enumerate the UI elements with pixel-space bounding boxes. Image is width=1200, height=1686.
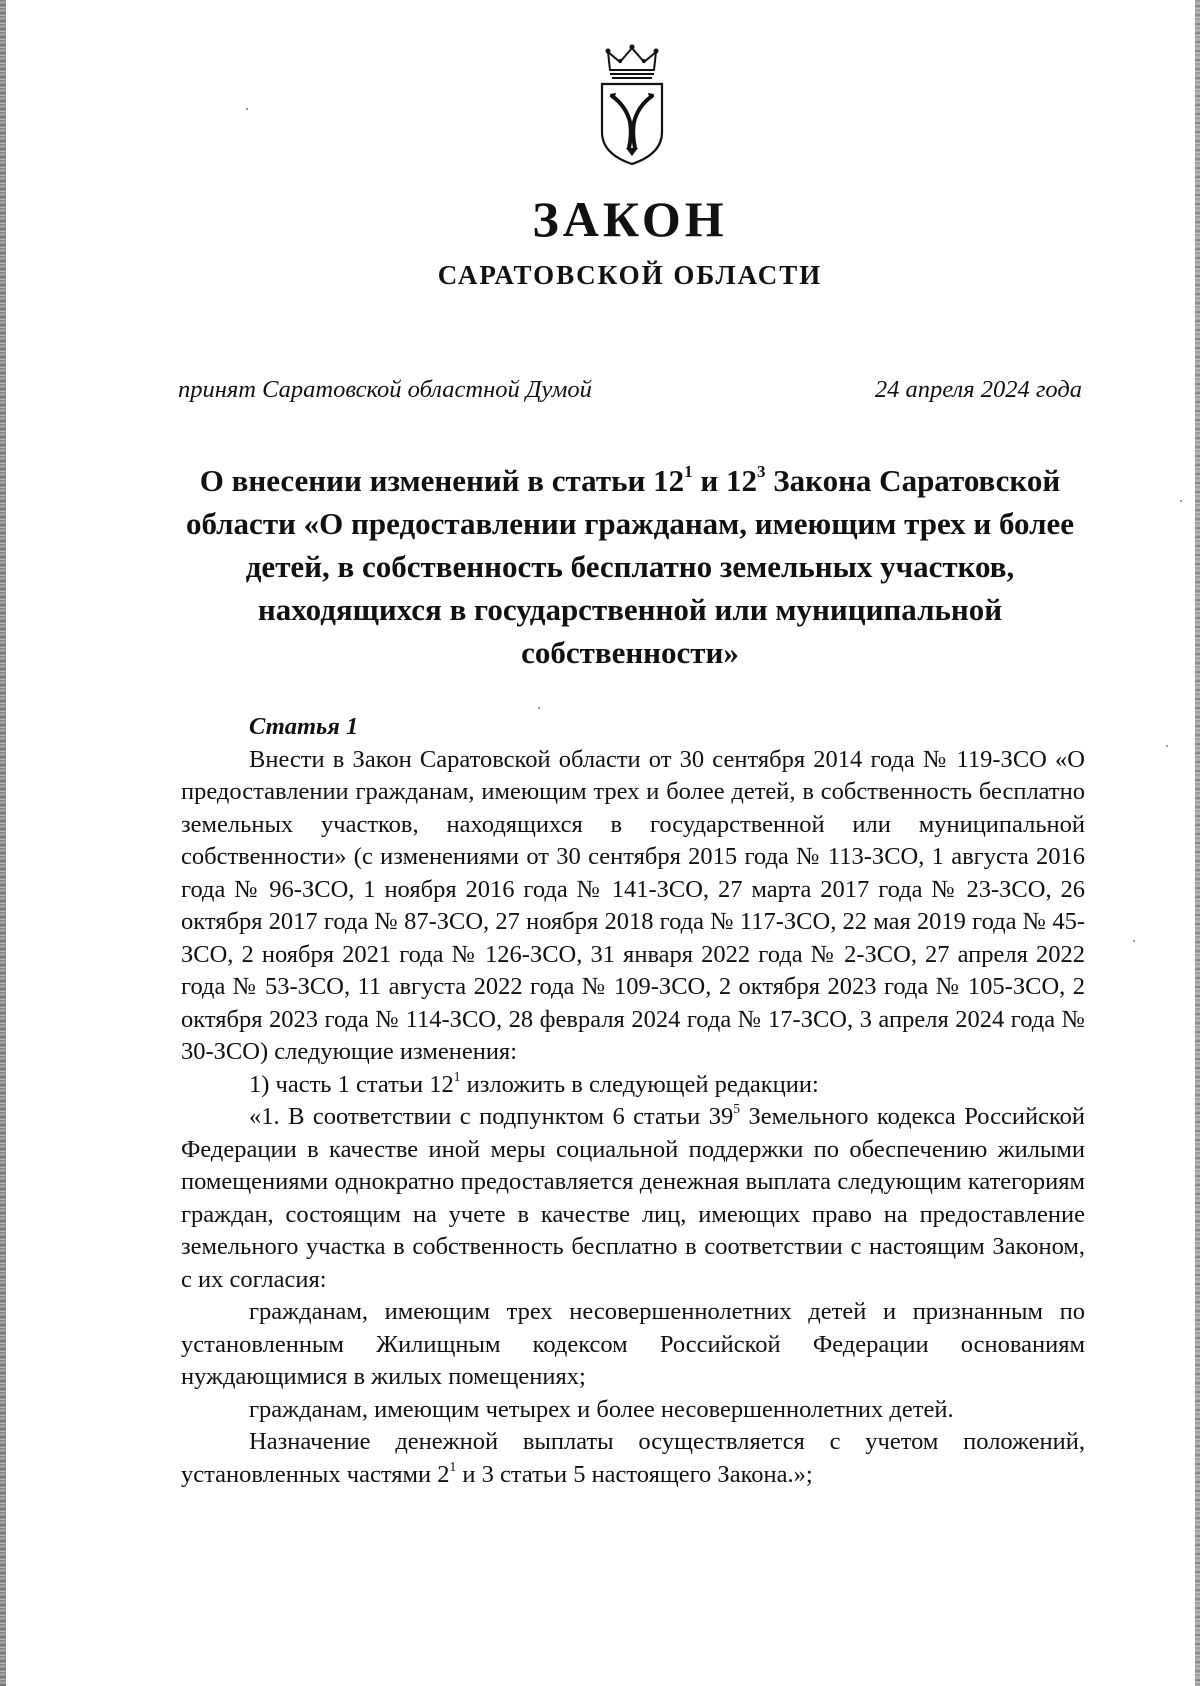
document-region: САРАТОВСКОЙ ОБЛАСТИ <box>437 260 823 290</box>
text-span: 1) часть 1 статьи 12 <box>249 1070 454 1098</box>
title-superscript: 1 <box>684 462 693 482</box>
scan-speck <box>1166 745 1168 747</box>
scan-speck <box>246 108 248 110</box>
scan-edge-right <box>1195 0 1200 1686</box>
scan-speck <box>538 707 540 709</box>
adoption-date: 24 апреля 2024 года <box>874 376 1082 403</box>
title-part: О внесении изменений в статьи 12 <box>199 463 685 498</box>
text-span: «1. В соответствии с подпунктом 6 статьи 39 <box>249 1103 734 1130</box>
article-heading: Статья 1 <box>249 713 359 740</box>
scan-speck <box>1180 500 1182 502</box>
text-span: изложить в следующей редакции: <box>460 1070 819 1098</box>
scan-edge-left <box>0 0 6 1686</box>
law-title <box>160 459 1100 674</box>
title-part: Закона Саратовской области «О предоставлении гражданам, имеющим трех и более детей, в собственность бесплатно земельных участков, находящихся в государственной или муниципальной собственности» <box>185 463 1075 670</box>
superscript: 5 <box>733 1101 740 1117</box>
category-paragraph-1: гражданам, имеющим трех несовершеннолетних детей и признанным по установленным Жилищным кодексом Российской Федерации основаниям нуждающимися в жилых помещениях; <box>181 1298 1085 1390</box>
document-body <box>181 711 1085 1491</box>
document-title-law: ЗАКОН <box>532 191 728 247</box>
scan-speck <box>1133 940 1135 942</box>
adoption-line <box>178 376 1082 404</box>
title-superscript: 3 <box>756 462 766 482</box>
adopted-by: принят Саратовской областной Думой <box>178 376 592 403</box>
amendment-item-1 <box>181 1069 1085 1102</box>
superscript: 1 <box>453 1068 461 1084</box>
text-span: Назначение денежной выплаты осуществляется с учетом положений, установленных частями 2 <box>181 1428 1085 1488</box>
text-span: Земельного кодекса Российской Федерации в качестве иной меры социальной поддержки по обеспечению жилыми помещениями однократно предоставляется денежная выплата следующим категориям граждан, состоящим на учете в качестве лиц, имеющих право на предоставление земельного участка в собственность бесплатно в соответствии с настоящим Законом, с их согласия: <box>181 1103 1086 1293</box>
article-intro-paragraph: Внести в Закон Саратовской области от 30 сентября 2014 года № 119-ЗСО «О предоставлении гражданам, имеющим трех и более детей, в собственность бесплатно земельных участков, находящихся в государственной или муниципальной собственности» (с изменениями от 30 сентября 2015 года № 113-ЗСО, 1 августа 2016 года № 96-ЗСО, 1 ноября 2016 года № 141-ЗСО, 27 марта 2017 года № 23-ЗСО, 26 октября 2017 года № 87-ЗСО, 27 ноября 2018 года № 117-ЗСО, 22 мая 2019 года № 45-ЗСО, 2 ноября 2021 года № 126-ЗСО, 31 января 2022 года № 2-ЗСО, 27 апреля 2022 года № 53-ЗСО, 11 августа 2022 года № 109-ЗСО, 2 октября 2023 года № 105-ЗСО, 2 октября 2023 года № 114-ЗСО, 28 февраля 2024 года № 17-ЗСО, 3 апреля 2024 года № 30-ЗСО) следующие изменения: <box>181 745 1085 1065</box>
superscript: 1 <box>449 1458 457 1474</box>
text-span: и 3 статьи 5 настоящего Закона.»; <box>456 1460 813 1488</box>
final-paragraph <box>181 1426 1085 1491</box>
title-part: и 12 <box>692 463 757 498</box>
quoted-paragraph <box>181 1101 1085 1296</box>
coat-of-arms-icon <box>596 44 668 168</box>
category-paragraph-2: гражданам, имеющим четырех и более несовершеннолетних детей. <box>249 1395 954 1423</box>
